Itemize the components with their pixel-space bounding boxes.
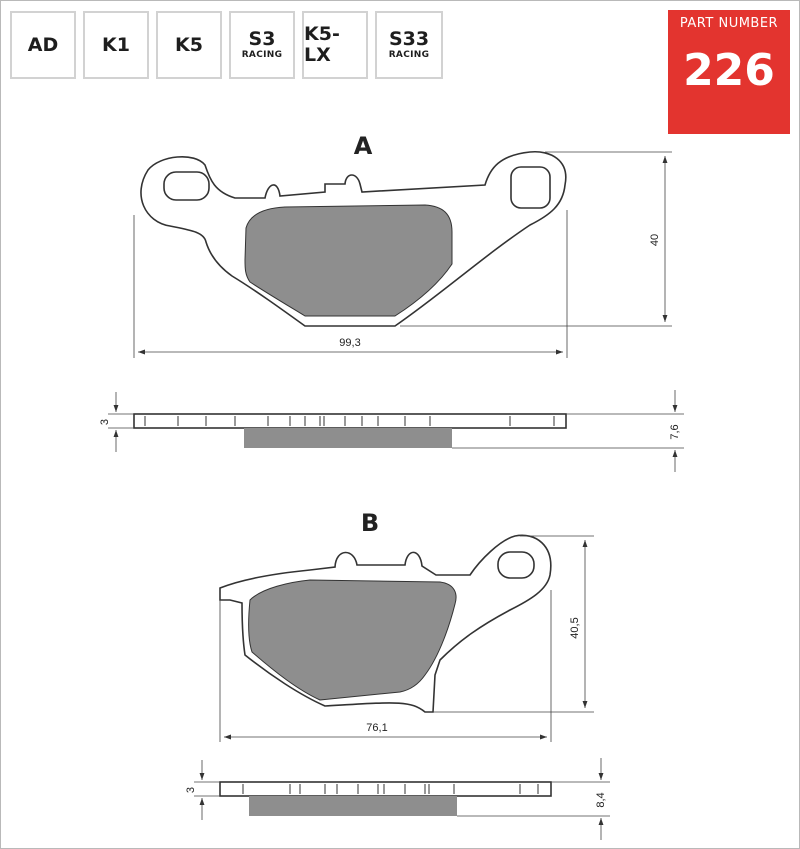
pad-a-mount-hole-right (511, 167, 550, 208)
compound-label: K1 (102, 33, 130, 56)
pad-a-side-friction (244, 428, 452, 448)
pad-a-side-plate (134, 414, 566, 428)
compound-label: K5 (175, 33, 203, 56)
compound-label: K5-LX (304, 23, 340, 66)
pad-b-mount-hole (498, 552, 534, 578)
compound-label: S33 (388, 28, 430, 50)
part-number-value: 226 (683, 45, 775, 96)
pad-b-height-label: 40,5 (569, 617, 581, 639)
part-number-label: PART NUMBER (679, 16, 779, 31)
pad-a-width-label: 99,3 (339, 337, 361, 349)
pad-b-plate-thickness-label: 3 (185, 786, 197, 794)
pad-a-height-label: 40 (649, 233, 661, 247)
pad-a-mount-hole-left (164, 172, 209, 200)
pad-b-title: B (360, 509, 380, 537)
pad-b-side-friction (249, 796, 457, 816)
pad-a-plate-thickness-label: 3 (99, 418, 111, 426)
compound-sublabel: RACING (388, 50, 430, 60)
pad-b-width-label: 76,1 (366, 722, 388, 734)
compound-label: S3 (248, 28, 276, 50)
compound-label: AD (27, 33, 59, 56)
pad-b-total-thickness-label: 8,4 (595, 792, 607, 808)
pad-a-title: A (353, 132, 373, 160)
compound-sublabel: RACING (241, 50, 283, 60)
pad-b-side-plate (220, 782, 551, 796)
pad-a-total-thickness-label: 7,6 (669, 424, 681, 440)
